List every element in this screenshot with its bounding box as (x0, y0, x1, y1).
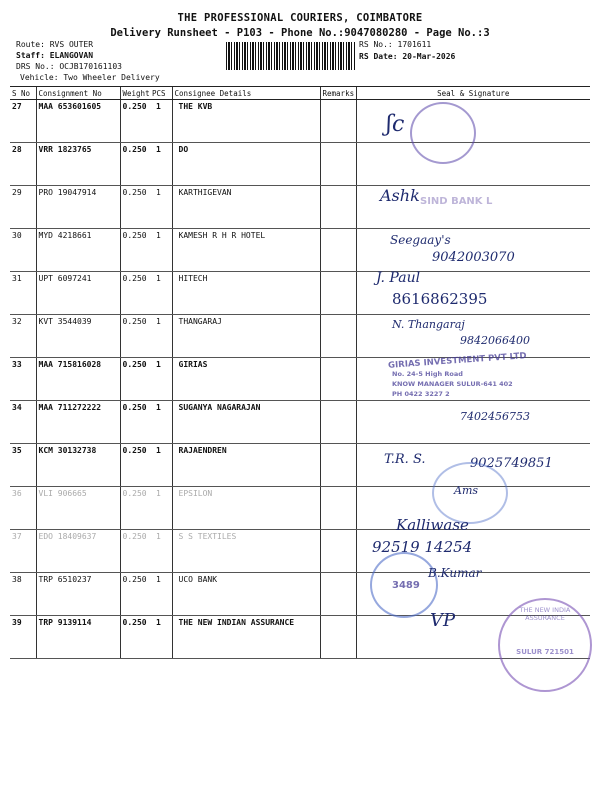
cell-remarks (320, 401, 356, 444)
cell-consignee: THE KVB (172, 100, 320, 143)
handwriting-row31-number: 8616862395 (392, 290, 488, 308)
cell-sno: 39 (10, 616, 36, 659)
cell-consignment-no: VLI 906665 (36, 487, 120, 530)
table-body (10, 100, 590, 659)
cell-pcs: 1 (150, 358, 172, 401)
cell-sno: 30 (10, 229, 36, 272)
rs-number: RS No.: 1701611 (359, 40, 432, 49)
cell-consignment-no: MAA 653601605 (36, 100, 120, 143)
header-pcs: PCS (150, 87, 172, 100)
header-consignment-no: Consignment No (36, 87, 120, 100)
cell-sno: 27 (10, 100, 36, 143)
cell-sno: 28 (10, 143, 36, 186)
signature-row29: Ashk (380, 186, 420, 205)
cell-sno: 36 (10, 487, 36, 530)
cell-weight: 0.250 (120, 272, 150, 315)
table-row (10, 143, 590, 186)
cell-pcs: 1 (150, 401, 172, 444)
cell-sno: 35 (10, 444, 36, 487)
cell-remarks (320, 487, 356, 530)
cell-pcs: 1 (150, 444, 172, 487)
handwriting-row32-number: 9842066400 (460, 334, 530, 347)
cell-consignment-no: TRP 6510237 (36, 573, 120, 616)
cell-consignment-no: KVT 3544039 (36, 315, 120, 358)
handwriting-row30-number: 9042003070 (432, 250, 515, 265)
table-row (10, 272, 590, 315)
cell-remarks (320, 530, 356, 573)
stamp-row29-faint: SIND BANK L (420, 196, 493, 207)
cell-remarks (320, 358, 356, 401)
header-weight: Weight (120, 87, 150, 100)
runsheet-title: Delivery Runsheet - P103 - Phone No.:9047080280 - Page No.:3 (110, 27, 490, 39)
cell-weight: 0.250 (120, 444, 150, 487)
stamp-row33-line3: KNOW MANAGER SULUR-641 402 (392, 380, 513, 388)
handwriting-row36-sign: Ams (454, 484, 479, 497)
cell-remarks (320, 272, 356, 315)
cell-consignee: THANGARAJ (172, 315, 320, 358)
table-row (10, 100, 590, 143)
header-seal-signature: Seal & Signature (356, 87, 590, 100)
cell-consignment-no: VRR 1823765 (36, 143, 120, 186)
cell-consignee: SUGANYA NAGARAJAN (172, 401, 320, 444)
cell-consignment-no: KCM 30132738 (36, 444, 120, 487)
handwriting-row31-name: J. Paul (376, 270, 421, 286)
cell-weight: 0.250 (120, 573, 150, 616)
rs-date: RS Date: 20-Mar-2026 (359, 52, 456, 61)
handwriting-row30-name: Seegaay's (390, 233, 451, 247)
cell-consignee: THE NEW INDIAN ASSURANCE (172, 616, 320, 659)
cell-sno: 33 (10, 358, 36, 401)
cell-consignee: S S TEXTILES (172, 530, 320, 573)
cell-consignee: GIRIAS (172, 358, 320, 401)
route-label: Route: RVS OUTER (16, 40, 94, 49)
handwriting-row39-sign: VP (430, 610, 456, 631)
cell-sno: 31 (10, 272, 36, 315)
cell-consignment-no: MAA 715816028 (36, 358, 120, 401)
cell-weight: 0.250 (120, 530, 150, 573)
runsheet-table (10, 86, 590, 659)
handwriting-row38-sign: B.Kumar (428, 566, 482, 580)
cell-consignment-no: EDO 18409637 (36, 530, 120, 573)
cell-weight: 0.250 (120, 100, 150, 143)
cell-consignment-no: UPT 6097241 (36, 272, 120, 315)
stamp-row33-line1: GIRIAS INVESTMENT PVT LTD (387, 351, 527, 371)
handwriting-row32-name: N. Thangaraj (392, 318, 465, 331)
cell-sno: 32 (10, 315, 36, 358)
cell-consignee: DO (172, 143, 320, 186)
cell-consignment-no: MYD 4218661 (36, 229, 120, 272)
cell-pcs: 1 (150, 272, 172, 315)
cell-consignment-no: TRP 9139114 (36, 616, 120, 659)
company-name: THE PROFESSIONAL COURIERS, COIMBATORE (177, 12, 423, 24)
cell-consignee: UCO BANK (172, 573, 320, 616)
cell-sno: 38 (10, 573, 36, 616)
cell-consignee: KAMESH R H R HOTEL (172, 229, 320, 272)
handwriting-row37-name: Kalliwase (396, 516, 469, 534)
cell-consignment-no: PRO 19047914 (36, 186, 120, 229)
cell-pcs: 1 (150, 573, 172, 616)
stamp-row33-line4: PH 0422 3227 2 (392, 390, 450, 398)
cell-weight: 0.250 (120, 487, 150, 530)
handwriting-row37-number: 92519 14254 (372, 538, 473, 556)
stamp-row39-inner: SULUR 721501 (516, 648, 574, 656)
cell-pcs: 1 (150, 315, 172, 358)
stamp-row33-line2: No. 24-5 High Road (392, 370, 463, 378)
handwriting-row35-sign: T.R. S. (384, 452, 426, 467)
cell-remarks (320, 229, 356, 272)
cell-consignee: KARTHIGEVAN (172, 186, 320, 229)
header-consignee-details: Consignee Details (172, 87, 320, 100)
stamp-row38-number: 3489 (392, 580, 420, 591)
cell-weight: 0.250 (120, 358, 150, 401)
signature-row27: ʃc (386, 112, 405, 137)
cell-sno: 37 (10, 530, 36, 573)
cell-consignee: EPSILON (172, 487, 320, 530)
cell-weight: 0.250 (120, 401, 150, 444)
staff-label: Staff: ELANGOVAN (16, 51, 94, 60)
cell-pcs: 1 (150, 229, 172, 272)
handwriting-row34-number: 7402456753 (460, 410, 530, 423)
table-row (10, 186, 590, 229)
header-sno: S No (10, 87, 36, 100)
barcode-image (226, 42, 356, 70)
cell-remarks (320, 315, 356, 358)
cell-sno: 34 (10, 401, 36, 444)
handwriting-row35-number: 9025749851 (470, 456, 553, 471)
cell-consignment-no: MAA 711272222 (36, 401, 120, 444)
cell-weight: 0.250 (120, 229, 150, 272)
cell-remarks (320, 444, 356, 487)
table-header-row (10, 87, 590, 100)
cell-pcs: 1 (150, 186, 172, 229)
stamp-row39 (498, 598, 592, 692)
table-row (10, 530, 590, 573)
table-row (10, 358, 590, 401)
header-remarks: Remarks (320, 87, 356, 100)
cell-consignee: RAJAENDREN (172, 444, 320, 487)
vehicle-label: Vehicle: Two Wheeler Delivery (20, 73, 160, 82)
stamp-row39-arc: THE NEW INDIA ASSURANCE (519, 606, 571, 622)
cell-weight: 0.250 (120, 143, 150, 186)
cell-remarks (320, 143, 356, 186)
cell-pcs: 1 (150, 143, 172, 186)
cell-consignee: HITECH (172, 272, 320, 315)
cell-weight: 0.250 (120, 616, 150, 659)
drs-number: DRS No.: OCJB170161103 (16, 62, 122, 71)
cell-pcs: 1 (150, 530, 172, 573)
cell-weight: 0.250 (120, 186, 150, 229)
cell-remarks (320, 100, 356, 143)
cell-pcs: 1 (150, 616, 172, 659)
cell-sno: 29 (10, 186, 36, 229)
cell-weight: 0.250 (120, 315, 150, 358)
stamp-row27 (410, 102, 476, 164)
cell-pcs: 1 (150, 487, 172, 530)
cell-pcs: 1 (150, 100, 172, 143)
cell-remarks (320, 616, 356, 659)
cell-remarks (320, 186, 356, 229)
cell-signature (356, 143, 590, 186)
cell-remarks (320, 573, 356, 616)
